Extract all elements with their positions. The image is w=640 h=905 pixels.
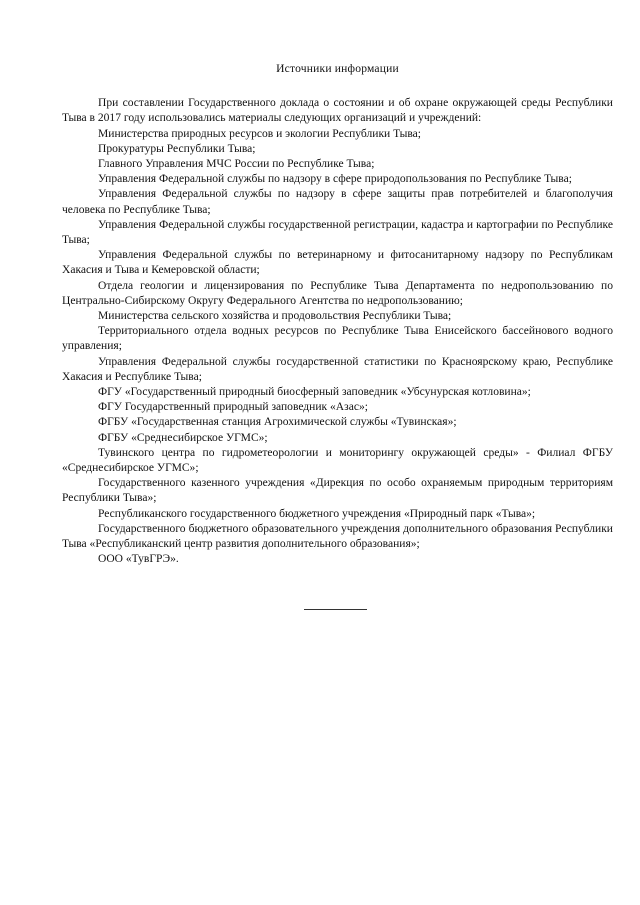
source-item: Управления Федеральной службы по ветеринарному и фитосанитарному надзору по Республикам Хакасия и Тыва и Кемеровской области; bbox=[62, 249, 613, 277]
source-item: Управления Федеральной службы по надзору в сфере природопользования по Республике Тыва; bbox=[98, 173, 572, 186]
source-item: Тувинского центра по гидрометеорологии и мониторингу окружающей среды» - Филиал ФГБУ «Среднесибирское УГМС»; bbox=[62, 446, 613, 475]
source-item: Министерства природных ресурсов и экологии Республики Тыва; bbox=[98, 127, 421, 140]
source-item: ООО «ТувГРЭ». bbox=[98, 553, 179, 566]
section-divider bbox=[304, 609, 367, 610]
source-item: Прокуратуры Республики Тыва; bbox=[98, 142, 256, 155]
source-item: ФГБУ «Среднесибирское УГМС»; bbox=[98, 431, 268, 444]
source-item: ФГУ «Государственный природный биосферный заповедник «Убсунурская котловина»; bbox=[98, 386, 531, 399]
source-item: ФГУ Государственный природный заповедник «Азас»; bbox=[98, 401, 368, 414]
source-item: ФГБУ «Государственная станция Агрохимической службы «Тувинская»; bbox=[98, 416, 457, 429]
sources-list bbox=[62, 96, 613, 567]
page-title: Источники информации bbox=[276, 63, 399, 75]
source-item: Государственного бюджетного образовательного учреждения дополнительного образования Республики Тыва «Республиканский центр развития дополнительного образования»; bbox=[62, 522, 613, 551]
source-item: Управления Федеральной службы государственной статистики по Красноярскому краю, Республике Хакасия и Республике Тыва; bbox=[62, 355, 613, 383]
source-item: Территориального отдела водных ресурсов по Республике Тыва Енисейского бассейнового водного управления; bbox=[62, 325, 613, 353]
document-page bbox=[62, 62, 613, 568]
source-item: Государственного казенного учреждения «Дирекция по особо охраняемым природным территориям Республики Тыва»; bbox=[62, 477, 613, 505]
source-item: Министерства сельского хозяйства и продовольствия Республики Тыва; bbox=[98, 310, 452, 323]
source-item: Управления Федеральной службы по надзору в сфере защиты прав потребителей и благополучия человека по Республике Тыва; bbox=[62, 188, 613, 216]
intro-paragraph: При составлении Государственного доклада о состоянии и об охране окружающей среды Республики Тыва в 2017 году использовались материалы следующих организаций и учреждений: bbox=[62, 97, 613, 125]
source-item: Отдела геологии и лицензирования по Республике Тыва Департамента по недропользованию по Центрально-Сибирскому Округу Федерального Агентства по недропользованию; bbox=[62, 279, 613, 307]
source-item: Управления Федеральной службы государственной регистрации, кадастра и картографии по Республике Тыва; bbox=[62, 218, 613, 247]
source-item: Республиканского государственного бюджетного учреждения «Природный парк «Тыва»; bbox=[98, 507, 536, 520]
source-item: Главного Управления МЧС России по Республике Тыва; bbox=[98, 158, 375, 171]
